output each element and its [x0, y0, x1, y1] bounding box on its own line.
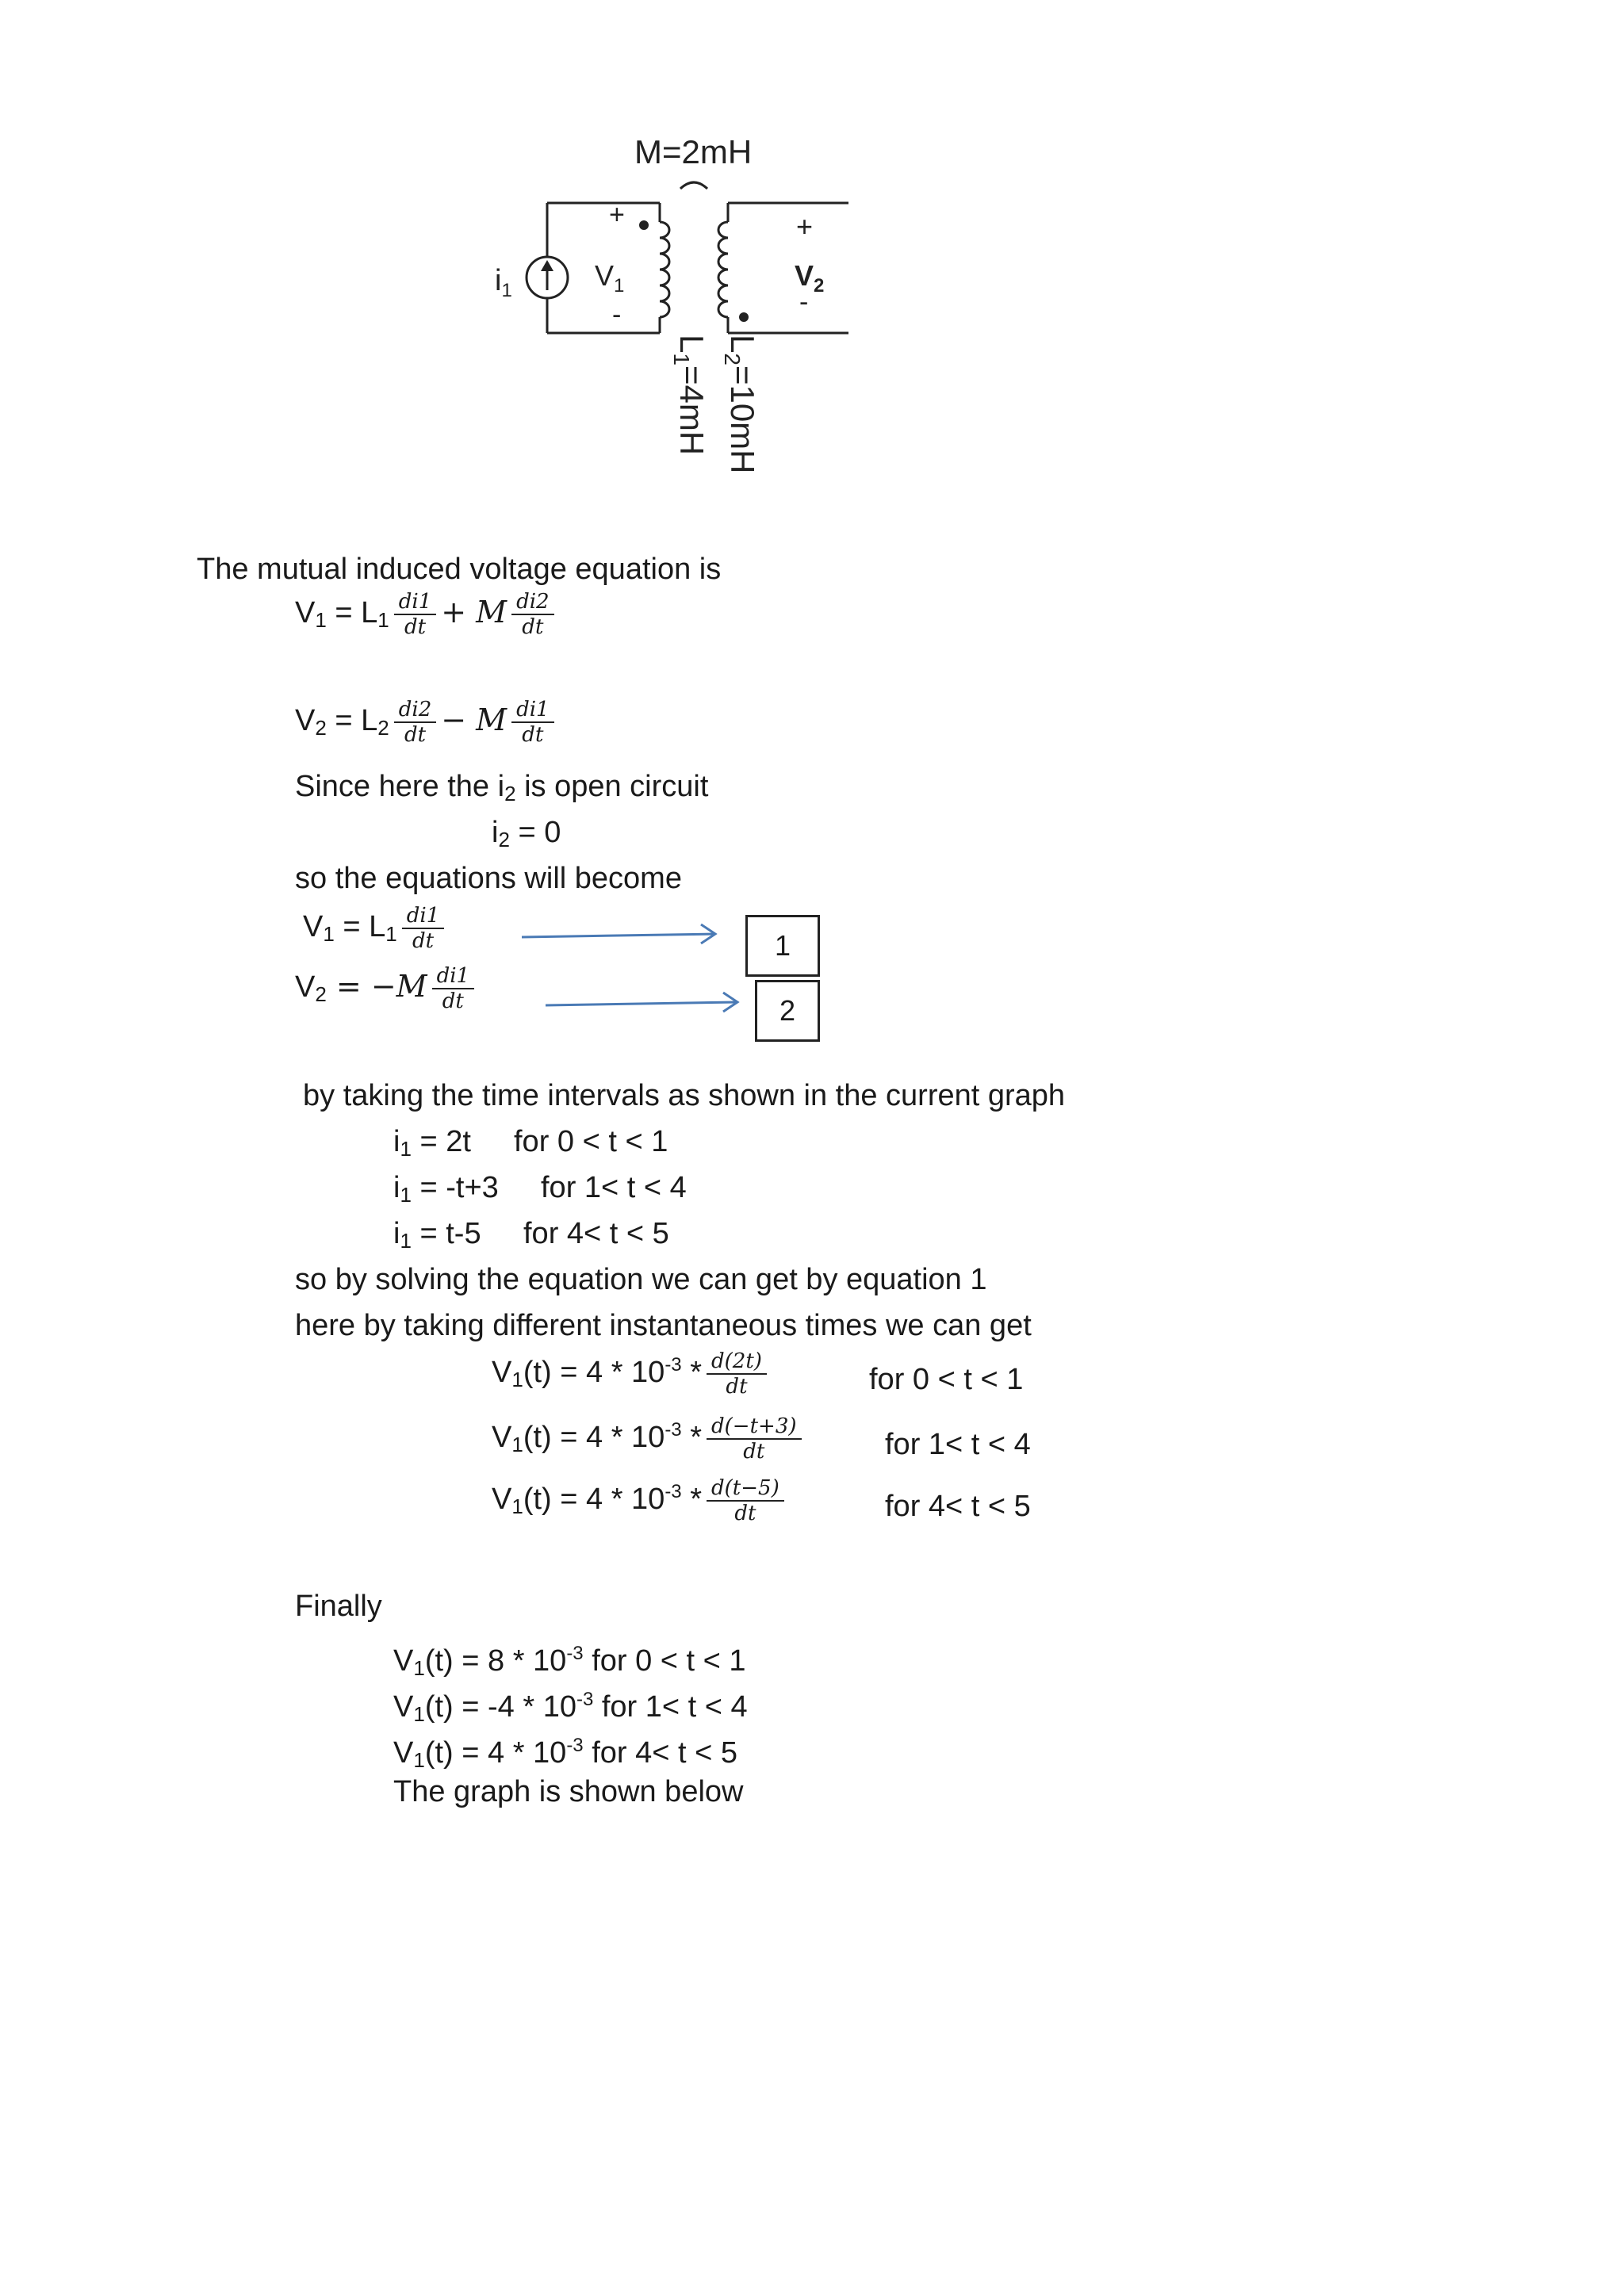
equation-box-2: 2: [755, 980, 820, 1042]
interval-row: $i_1 = t-5$: [393, 1217, 481, 1253]
intro-text: The mutual induced voltage equation is: [197, 553, 722, 586]
derivative-cond: for 4< t < 5: [885, 1490, 1031, 1523]
result-row: $V_1(t) = 4 * 10^{-3}$ for 4< t < 5: [393, 1735, 737, 1772]
interval-cond: for 4< t < 5: [523, 1217, 669, 1250]
v2-minus: -: [799, 287, 809, 317]
graph-text: The graph is shown below: [393, 1775, 744, 1808]
result-row: $V_1(t) = -4 * 10^{-3}$ for 1< t < 4: [393, 1689, 748, 1726]
circuit-svg: [476, 127, 872, 523]
interval-cond: for 0 < t < 1: [514, 1125, 668, 1158]
i2-zero: $i_2 = 0$: [492, 816, 561, 851]
polarity-dot-l2: [739, 312, 749, 322]
v2-plus: +: [796, 210, 814, 243]
v1-minus: -: [612, 300, 622, 330]
derivative-row: $V_1(t) = 4 * 10^{-3}$ * $\frac{d(2t)}{dt}$: [492, 1348, 772, 1399]
arrow-2: [546, 1002, 737, 1005]
derivative-row: $V_1(t) = 4 * 10^{-3}$ * $\frac{d(t-5)}{dt}$: [492, 1475, 789, 1525]
since-text: Since here the $i_2$ is open circuit: [295, 770, 709, 806]
v2-label: $V_2$: [795, 259, 825, 297]
equation-arrows: [508, 912, 745, 1015]
equation-box-1: 1: [745, 915, 820, 977]
equation-1: $V_1 = L_1$ $\frac{di1}{dt}$: [303, 904, 449, 953]
finally-text: Finally: [295, 1590, 382, 1623]
polarity-dot-l1: [639, 220, 649, 230]
become-text: so the equations will become: [295, 862, 682, 895]
derivative-cond: for 1< t < 4: [885, 1428, 1031, 1461]
result-row: $V_1(t) = 8 * 10^{-3}$ for 0 < t < 1: [393, 1643, 746, 1680]
equation-2: $V_2 = -M$ $\frac{di1}{dt}$: [295, 964, 479, 1013]
inductor-l2-icon: [718, 222, 728, 317]
l1-label: [669, 335, 710, 455]
intervals-intro: by taking the time intervals as shown in the current graph: [303, 1079, 1066, 1112]
equation-v2-general: $V_2 = L_2$ $\frac{di2}{dt}$ − M $\frac{di1}{dt}$: [295, 698, 559, 747]
derivative-row: $V_1(t) = 4 * 10^{-3}$ * $\frac{d(-t+3)}{dt}$: [492, 1413, 806, 1464]
source-label: $i_1$: [495, 264, 512, 301]
inductor-l1-icon: [660, 222, 669, 317]
v1-label: $V_1$: [595, 259, 625, 297]
svg-text:L2=10mH: L2=10mH: [720, 335, 761, 474]
v1-plus: +: [609, 200, 625, 230]
interval-cond: for 1< t < 4: [541, 1171, 687, 1204]
solve-text: so by solving the equation we can get by equation 1: [295, 1263, 987, 1296]
mutual-label: M=2mH: [634, 133, 753, 170]
interval-row: $i_1 = -t+3$: [393, 1171, 499, 1207]
instant-text: here by taking different instantaneous times we can get: [295, 1309, 1032, 1342]
mutual-coupling-arc: [680, 182, 707, 189]
interval-row: $i_1 = 2t$: [393, 1125, 471, 1161]
arrow-1: [522, 934, 715, 937]
svg-text:L1=4mH: L1=4mH: [669, 335, 710, 456]
l2-label: [720, 335, 761, 474]
derivative-cond: for 0 < t < 1: [869, 1363, 1024, 1396]
circuit-diagram: [476, 127, 872, 523]
equation-v1-general: $V_1 = L_1$ $\frac{di1}{dt}$ + M $\frac{di2}{dt}$: [295, 590, 559, 639]
